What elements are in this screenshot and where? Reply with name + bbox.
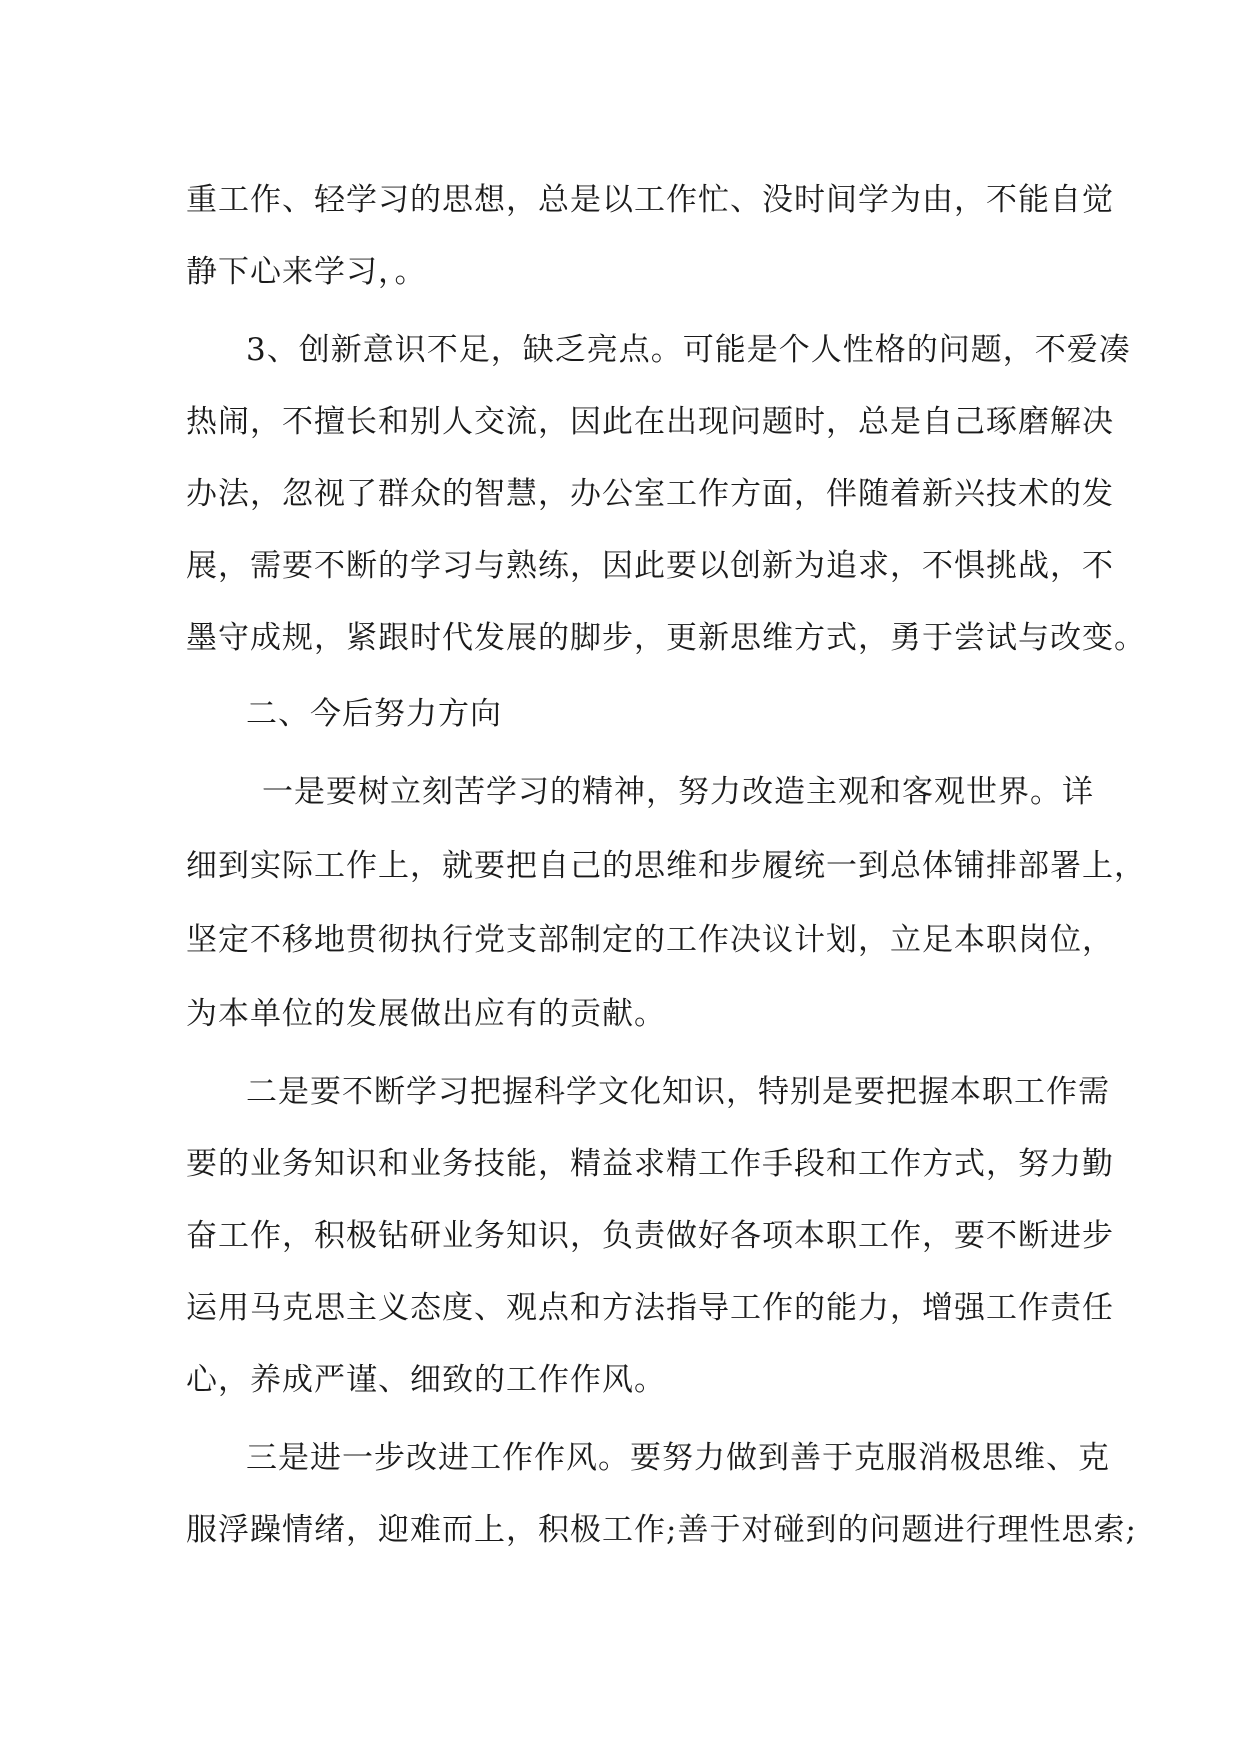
body-text-line: 心，养成严谨、细致的工作作风。 <box>186 1362 666 1398</box>
paragraph-1-first-line: 一是要树立刻苦学习的精神，努力改造主观和客观世界。详 <box>262 774 1094 810</box>
body-text-line: 墨守成规，紧跟时代发展的脚步，更新思维方式，勇于尝试与改变。 <box>186 620 1146 656</box>
paragraph-3b-first-line: 三是进一步改进工作作风。要努力做到善于克服消极思维、克 <box>246 1440 1110 1476</box>
body-text-line: 静下心来学习，。 <box>186 254 427 290</box>
body-text-line: 展，需要不断的学习与熟练，因此要以创新为追求，不惧挑战，不 <box>186 548 1114 584</box>
body-text-line: 奋工作，积极钻研业务知识，负责做好各项本职工作，要不断进步 <box>186 1218 1114 1254</box>
body-text-line: 热闹，不擅长和别人交流，因此在出现问题时，总是自己琢磨解决 <box>186 404 1114 440</box>
body-text-line: 坚定不移地贯彻执行党支部制定的工作决议计划，立足本职岗位， <box>186 922 1114 958</box>
body-text-line: 运用马克思主义态度、观点和方法指导工作的能力，增强工作责任 <box>186 1290 1114 1326</box>
body-text-line: 办法，忽视了群众的智慧，办公室工作方面，伴随着新兴技术的发 <box>186 476 1114 512</box>
body-text-line: 服浮躁情绪，迎难而上，积极工作;善于对碰到的问题进行理性思索; <box>186 1512 1137 1548</box>
paragraph-3-first-line: 3、创新意识不足，缺乏亮点。可能是个人性格的问题，不爱凑 <box>246 332 1131 368</box>
body-text-line: 要的业务知识和业务技能，精益求精工作手段和工作方式，努力勤 <box>186 1146 1114 1182</box>
body-text-line: 细到实际工作上，就要把自己的思维和步履统一到总体铺排部署上， <box>186 848 1146 884</box>
body-text-line: 重工作、轻学习的思想，总是以工作忙、没时间学为由，不能自觉 <box>186 182 1114 218</box>
body-text-line: 为本单位的发展做出应有的贡献。 <box>186 996 666 1032</box>
paragraph-2-first-line: 二是要不断学习把握科学文化知识，特别是要把握本职工作需 <box>246 1074 1110 1110</box>
section-heading: 二、今后努力方向 <box>246 696 502 732</box>
